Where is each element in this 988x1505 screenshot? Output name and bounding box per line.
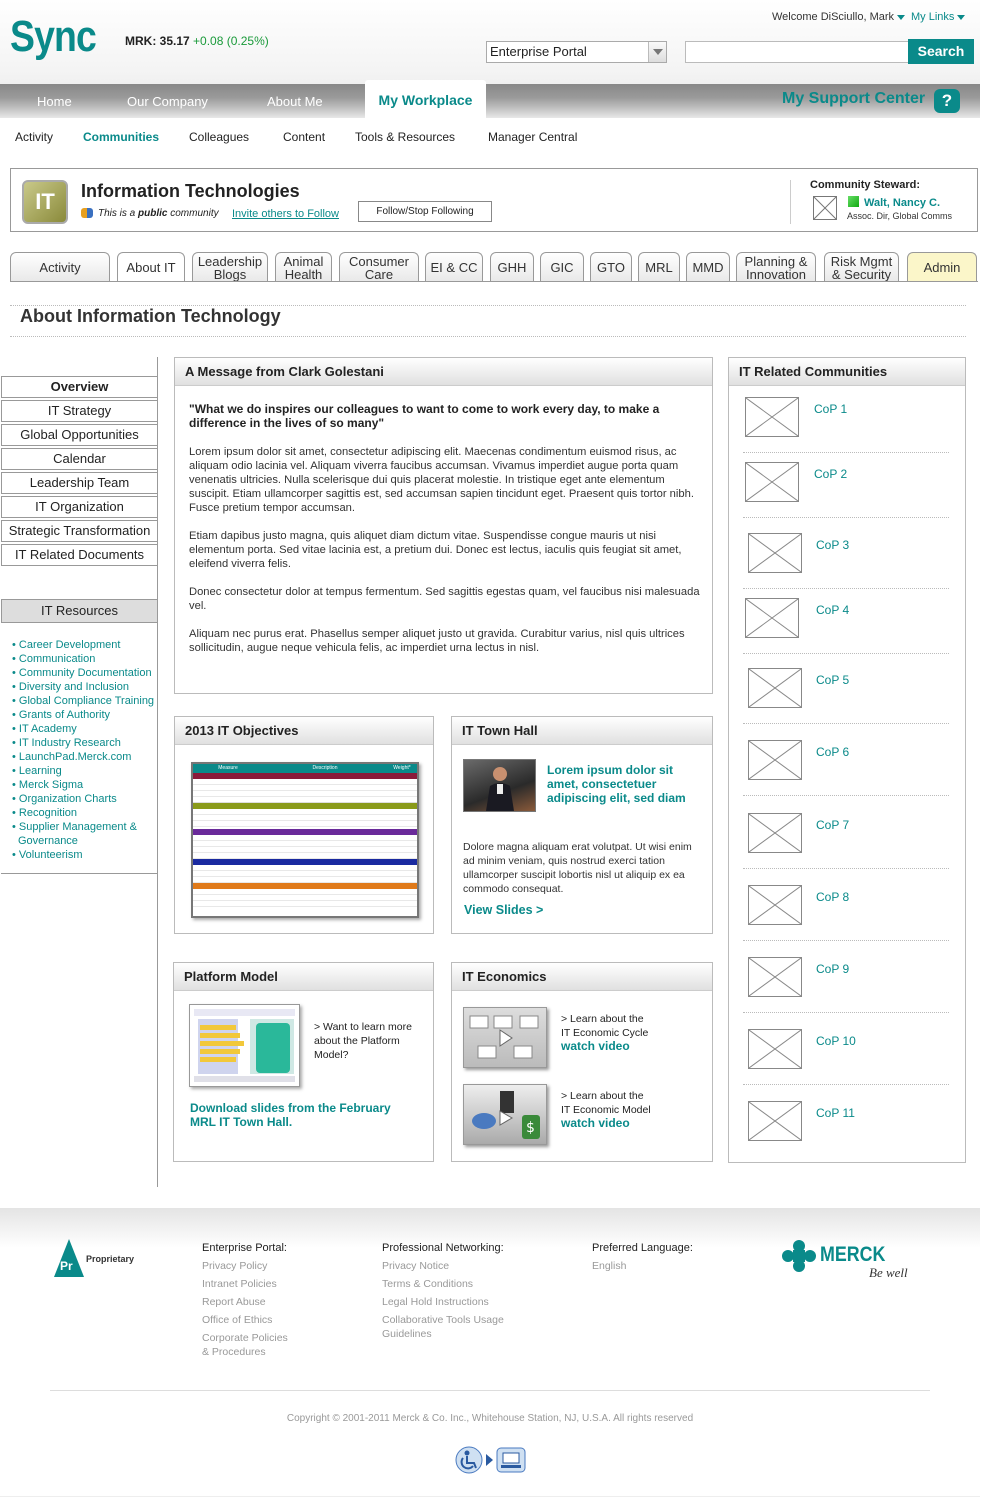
row-lines [193, 889, 417, 909]
cop-thumbnail[interactable] [748, 668, 802, 708]
leftnav-strategic-transformation[interactable]: Strategic Transformation [1, 520, 158, 542]
cop-thumbnail[interactable] [745, 397, 799, 437]
language-link[interactable]: English [592, 1260, 627, 1272]
tab-label: Risk Mgmt [830, 253, 893, 269]
divider [743, 588, 949, 589]
tab-label-2: Health [284, 266, 323, 282]
divider [0, 1496, 980, 1497]
cop-link[interactable]: CoP 3 [816, 538, 850, 552]
economic-cycle-video-thumb[interactable] [463, 1007, 547, 1068]
tab-label: Leadership [197, 253, 263, 269]
col-weight: Weight* [393, 765, 411, 771]
resource-link[interactable]: • Diversity and Inclusion [12, 681, 129, 693]
divider [743, 452, 949, 453]
help-icon[interactable]: ? [934, 89, 960, 113]
tab-gto[interactable] [590, 252, 632, 282]
leftnav-it-related-documents[interactable]: IT Related Documents [1, 544, 158, 566]
divider [743, 795, 949, 796]
leftnav-overview[interactable]: Overview [1, 376, 158, 398]
footer-col-enterprise [202, 1257, 288, 1361]
footer-link[interactable]: & Procedures [202, 1346, 266, 1358]
divider [743, 868, 949, 869]
cop-thumbnail[interactable] [745, 462, 799, 502]
resource-link[interactable]: • Community Documentation [12, 667, 152, 679]
townhall-title: IT Town Hall [452, 717, 712, 745]
tab-animal-health[interactable] [275, 252, 332, 282]
message-quote: "What we do inspires our colleagues to want to come to work every day, to make a difference in the lives of so many" [189, 402, 660, 430]
portal-select-value: Enterprise Portal [490, 44, 587, 59]
message-title: A Message from Clark Golestani [175, 358, 712, 386]
divider [743, 1084, 949, 1085]
leftnav-calendar[interactable]: Calendar [1, 448, 158, 470]
tab-label: Admin [923, 260, 961, 275]
cop-link[interactable]: CoP 11 [816, 1106, 855, 1120]
resource-link[interactable]: • IT Academy [12, 723, 77, 735]
divider [50, 1390, 930, 1391]
row-lines [193, 809, 417, 829]
welcome-menu[interactable] [772, 11, 905, 23]
merck-brand: MERCK [820, 1243, 886, 1266]
objectives-title: 2013 IT Objectives [175, 717, 433, 745]
tab-activity[interactable] [10, 252, 110, 282]
tab-consumer-care[interactable] [339, 252, 419, 282]
tab-label: MMD [692, 260, 724, 275]
footer-head-networking: Professional Networking: [382, 1242, 504, 1254]
speaker-image [464, 760, 535, 811]
platform-title: Platform Model [174, 963, 433, 991]
footer-link[interactable]: Guidelines [382, 1328, 432, 1340]
platform-text: > Want to learn more about the Platform Model? [314, 1021, 412, 1061]
footer-link[interactable]: Terms & Conditions [382, 1278, 474, 1290]
search-button[interactable]: Search [908, 39, 974, 64]
subnav-manager-central[interactable]: Manager Central [488, 130, 578, 144]
nav-about-me[interactable]: About Me [267, 94, 323, 109]
cop-thumbnail[interactable] [745, 598, 799, 638]
subnav-tools-resources[interactable]: Tools & Resources [355, 130, 456, 144]
tab-risk-mgmt-security[interactable] [824, 252, 899, 282]
resource-link[interactable]: • Organization Charts [12, 793, 117, 805]
community-visibility [81, 208, 219, 219]
message-paragraph: Etiam dapibus justo magna, quis aliquet diam dictum vitae. Suspendisse congue mauris ut nisi elementum porta. Sed vitae lacinia est, a pretium dui. Donec est lectus, iaculis quis feugiat sit amet, eleifend viverra felis. [189, 530, 682, 570]
resource-link[interactable]: • Merck Sigma [12, 779, 84, 791]
invite-link[interactable]: Invite others to Follow [232, 208, 339, 220]
townhall-panel [451, 716, 713, 934]
tab-planning-innovation[interactable] [736, 252, 816, 282]
subnav-colleagues[interactable]: Colleagues [189, 130, 250, 144]
divider [743, 1012, 949, 1013]
footer-link[interactable]: Privacy Notice [382, 1260, 450, 1272]
stock-price: MRK: 35.17 [125, 34, 190, 48]
stock-change: +0.08 (0.25%) [193, 34, 269, 48]
tab-label: Consumer [349, 253, 409, 269]
resource-link[interactable]: • Communication [12, 653, 96, 665]
row-lines [193, 865, 417, 883]
cop-thumbnail[interactable] [748, 957, 802, 997]
footer-link[interactable]: Collaborative Tools Usage [382, 1314, 504, 1326]
footer-link[interactable]: Legal Hold Instructions [382, 1296, 489, 1308]
text-line: IT Economic Model [561, 1104, 651, 1116]
leftnav-it-strategy[interactable]: IT Strategy [1, 400, 158, 422]
merck-tagline: Be well [869, 1265, 908, 1280]
divider [10, 336, 966, 337]
resource-link[interactable]: • Grants of Authority [12, 709, 111, 721]
cop-link[interactable]: CoP 9 [816, 962, 850, 976]
welcome-text: Welcome DiSciullo, Mark [772, 11, 895, 23]
objectives-table-image[interactable] [191, 762, 419, 918]
follow-button[interactable]: Follow/Stop Following [358, 201, 492, 222]
economic-cycle-diagram [464, 1008, 546, 1067]
related-communities-title: IT Related Communities [729, 358, 965, 386]
my-links-label: My Links [911, 11, 955, 23]
footer-link[interactable]: Privacy Policy [202, 1260, 268, 1272]
tab-label: Activity [39, 260, 81, 275]
text-line: IT Economic Cycle [561, 1027, 649, 1039]
economic-model-text [561, 1089, 651, 1117]
steward-avatar [813, 196, 837, 220]
resources-header: IT Resources [1, 599, 158, 623]
tab-gic[interactable] [540, 252, 584, 282]
divider [790, 180, 791, 224]
tab-admin[interactable] [907, 252, 977, 282]
accessibility-icon[interactable] [452, 1445, 530, 1475]
divider [1, 873, 158, 874]
footer-link[interactable]: Office of Ethics [202, 1314, 273, 1326]
footer-link[interactable]: Corporate Policies [202, 1332, 288, 1344]
tab-mmd[interactable] [686, 252, 730, 282]
tab-baseline [10, 281, 978, 282]
watch-video-link-1[interactable]: watch video [561, 1039, 630, 1053]
nav-our-company[interactable]: Our Company [127, 94, 208, 109]
resource-link[interactable]: • Supplier Management & [12, 821, 137, 833]
visibility-suffix: community [167, 208, 219, 219]
footer-link[interactable]: Report Abuse [202, 1296, 266, 1308]
tab-label: GTO [597, 260, 625, 275]
subnav-activity[interactable]: Activity [15, 130, 54, 144]
cop-thumbnail[interactable] [748, 1029, 802, 1069]
footer-col-language [592, 1257, 626, 1275]
cop-thumbnail[interactable] [748, 885, 802, 925]
footer-head-language: Preferred Language: [592, 1242, 693, 1254]
view-slides-link[interactable]: View Slides > [464, 903, 544, 917]
tab-label: MRL [645, 260, 673, 275]
footer-head-enterprise: Enterprise Portal: [202, 1242, 287, 1254]
merck-logo-icon [782, 1240, 816, 1272]
resource-link[interactable]: • Recognition [12, 807, 78, 819]
proprietary-badge [54, 1239, 84, 1277]
nav-my-workplace[interactable]: My Workplace [365, 80, 486, 118]
objectives-table-header [193, 764, 417, 773]
dropdown-arrow-icon[interactable] [648, 42, 666, 62]
svg-text:$: $ [526, 1120, 535, 1136]
platform-diagram [190, 1005, 299, 1086]
tab-label: GIC [550, 260, 574, 275]
merck-mark [782, 1240, 816, 1272]
page-title: About Information Technology [20, 306, 281, 326]
portal-select[interactable] [486, 41, 667, 63]
copyright: Copyright © 2001-2011 Merck & Co. Inc., Whitehouse Station, NJ, U.S.A. All rights reserved [286, 1413, 694, 1424]
tab-label-2: Innovation [746, 266, 806, 282]
resource-link[interactable]: • LaunchPad.Merck.com [12, 751, 132, 763]
economic-model-video-thumb[interactable] [463, 1084, 547, 1145]
economics-title: IT Economics [452, 963, 712, 991]
chevron-down-icon [957, 15, 965, 20]
cop-link[interactable]: CoP 5 [816, 673, 850, 687]
tab-label: About IT [126, 260, 176, 275]
message-paragraph: Aliquam nec purus erat. Phasellus semper aliquet justo ut gravida. Curabitur varius, nisl quis ultrices sollicitudin, augue neque vehicula felis, ac imperdiet urna lectus in nisl. [189, 628, 685, 654]
visibility-prefix: This is a [98, 208, 139, 219]
steward-name: Walt, Nancy C. [864, 197, 940, 209]
cop-link[interactable]: CoP 4 [816, 603, 850, 617]
cop-thumbnail[interactable] [748, 1101, 802, 1141]
tab-mrl[interactable] [638, 252, 680, 282]
community-logo: IT [22, 180, 68, 224]
resource-link[interactable]: • Career Development [12, 639, 121, 651]
tab-label-2: Blogs [213, 266, 247, 282]
townhall-headline[interactable]: Lorem ipsum dolor sit amet, consectetuer adipiscing elit, sed diam [547, 763, 686, 805]
platform-download-link[interactable]: Download slides from the February MRL IT Town Hall. [190, 1101, 391, 1129]
economic-model-image [464, 1085, 546, 1144]
divider [743, 517, 949, 518]
townhall-body: Dolore magna aliquam erat volutpat. Ut wisi enim ad minim veniam, quis nostrud exerci tation ullamcorper suscipit lobortis nisl ut aliquip ex ea commodo consequat. [463, 841, 692, 895]
tab-leadership-blogs[interactable] [192, 252, 268, 282]
sync-logo[interactable]: Sync [10, 12, 96, 61]
steward-name-link[interactable] [848, 196, 940, 209]
cop-link[interactable]: CoP 1 [814, 402, 848, 416]
resource-link[interactable]: Governance [18, 835, 78, 847]
subnav-communities[interactable]: Communities [83, 130, 160, 144]
cop-thumbnail[interactable] [748, 813, 802, 853]
text-line: > Learn about the [561, 1090, 644, 1102]
tab-label-2: & Security [831, 266, 892, 282]
resource-link[interactable]: • Volunteerism [12, 849, 83, 861]
badge-text: Pr [60, 1259, 73, 1273]
resources-list [12, 638, 154, 862]
col-measure: Measure [218, 765, 238, 771]
footer-col-networking [382, 1257, 504, 1343]
leftnav-leadership-team[interactable]: Leadership Team [1, 472, 158, 494]
visibility-word: public [138, 208, 168, 219]
people-icon [81, 208, 93, 218]
tab-label-2: Care [364, 266, 394, 282]
my-support-center-link[interactable]: My Support Center [782, 90, 926, 107]
townhall-photo[interactable] [463, 759, 536, 812]
cop-link[interactable]: CoP 2 [814, 467, 848, 481]
cop-thumbnail[interactable] [748, 740, 802, 780]
leftnav-it-organization[interactable]: IT Organization [1, 496, 158, 518]
message-paragraph: Donec consectetur dolor at tempus fermentum. Sed sagittis egestas quam, vel faucibus nisi malesuada vel. [189, 586, 700, 612]
tab-ei-cc[interactable] [425, 252, 483, 282]
watch-video-link-2[interactable]: watch video [561, 1116, 630, 1130]
steward-role: Assoc. Dir, Global Comms [847, 211, 953, 221]
footer-link[interactable]: Intranet Policies [202, 1278, 277, 1290]
tab-label: EI & CC [430, 260, 478, 275]
cop-link[interactable]: CoP 6 [816, 745, 850, 759]
cop-link[interactable]: CoP 10 [816, 1034, 856, 1048]
leftnav-global-opportunities[interactable]: Global Opportunities [1, 424, 158, 446]
my-links-menu[interactable] [911, 11, 965, 23]
community-title: Information Technologies [81, 181, 300, 201]
divider [743, 940, 949, 941]
proprietary-label: Proprietary [86, 1254, 135, 1264]
economic-cycle-text [561, 1012, 648, 1040]
accessibility-graphic [452, 1445, 530, 1475]
tab-label: GHH [497, 260, 527, 275]
chevron-down-icon [897, 15, 905, 20]
resource-link[interactable]: • IT Industry Research [12, 737, 121, 749]
tab-label: Animal [283, 253, 324, 269]
cop-link[interactable]: CoP 8 [816, 890, 850, 904]
tab-about-it[interactable] [117, 252, 185, 282]
text-line: > Learn about the [561, 1013, 644, 1025]
col-description: Description [312, 765, 338, 771]
row-lines [193, 835, 417, 859]
row-lines [193, 779, 417, 803]
platform-model-image[interactable] [189, 1004, 300, 1087]
resource-link[interactable]: • Global Compliance Training [12, 695, 155, 707]
cop-thumbnail[interactable] [748, 533, 802, 573]
resource-link[interactable]: • Learning [12, 765, 62, 777]
divider [743, 653, 949, 654]
presence-icon [848, 196, 859, 207]
stock-ticker [125, 34, 269, 48]
cop-link[interactable]: CoP 7 [816, 818, 850, 832]
steward-label: Community Steward: [810, 179, 921, 191]
subnav-content[interactable]: Content [283, 130, 326, 144]
nav-home[interactable]: Home [37, 94, 72, 109]
search-input[interactable] [685, 41, 909, 63]
tab-ghh[interactable] [490, 252, 534, 282]
message-paragraph: Lorem ipsum dolor sit amet, consectetur adipiscing elit. Maecenas condimentum euismod risus, ac aliquam odio lacinia vel. Aliquam viverra faucibus accumsan. Vivamus imperdiet augue porta quam venenatis ultricies. Nulla scelerisque dui quis placerat molestie. In tristique eget ante elementum suscipit. Etiam ullamcorper sagittis est, sed accumsan sapien tincidunt eget. Praesent quis tortor nibh. Fusce pretium tempor accumsan. [189, 446, 694, 514]
tab-label: Planning & [744, 253, 808, 269]
divider [743, 723, 949, 724]
